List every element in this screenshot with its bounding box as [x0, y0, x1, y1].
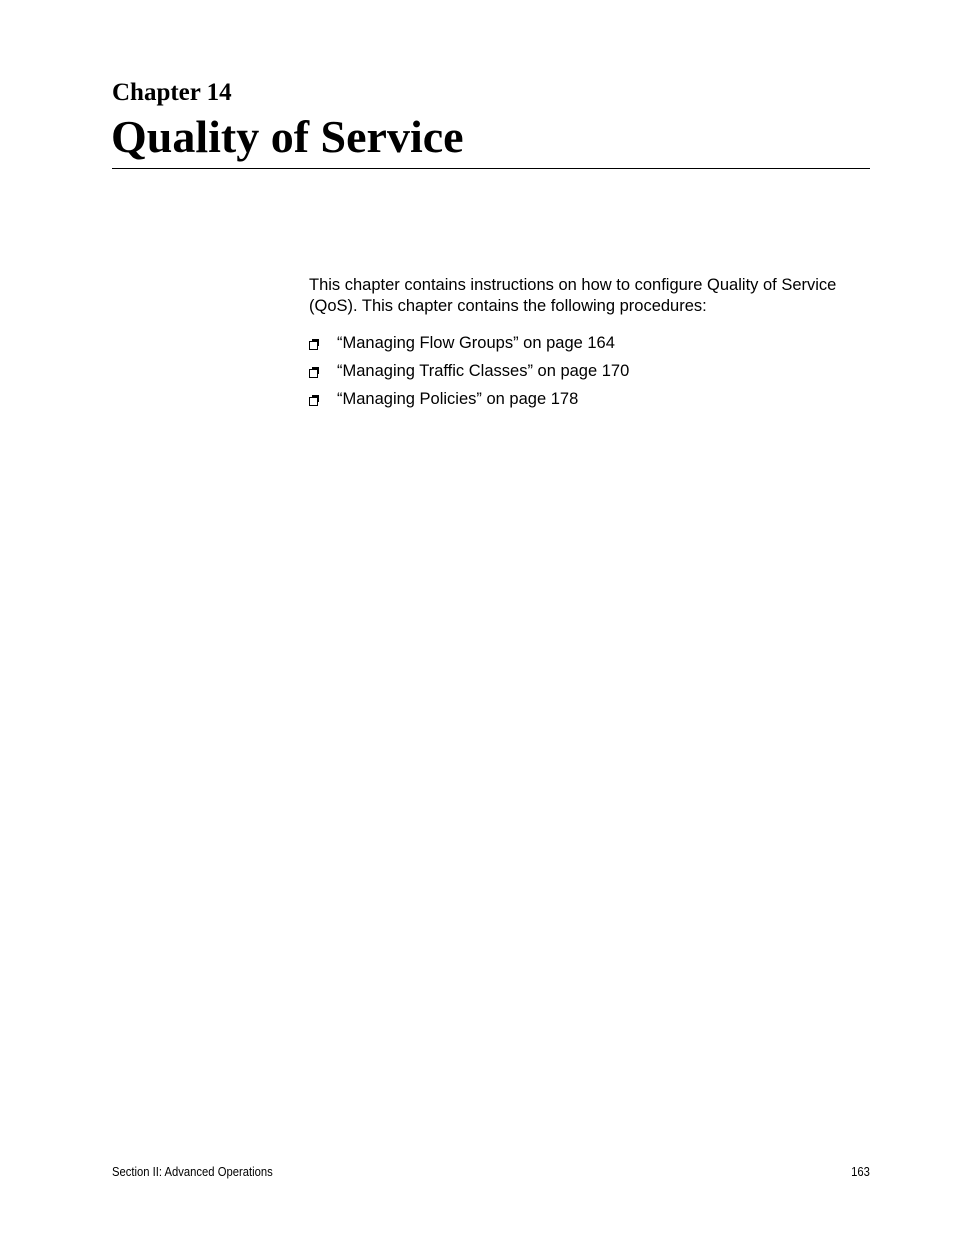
- footer-section-name: Section II: Advanced Operations: [112, 1165, 273, 1179]
- intro-paragraph: This chapter contains instructions on how to configure Quality of Service (QoS). This chapter contains the following procedures:: [309, 276, 837, 315]
- procedure-list: [309, 333, 869, 417]
- procedure-link-flow-groups[interactable]: “Managing Flow Groups” on page 164: [337, 334, 615, 352]
- procedure-link-policies[interactable]: “Managing Policies” on page 178: [337, 390, 579, 408]
- chapter-label: Chapter 14: [112, 79, 232, 106]
- list-item: [309, 389, 869, 417]
- checkbox-bullet-icon: [309, 339, 319, 349]
- checkbox-bullet-icon: [309, 367, 319, 377]
- procedure-link-traffic-classes[interactable]: “Managing Traffic Classes” on page 170: [337, 362, 630, 380]
- chapter-title: Quality of Service: [111, 111, 464, 162]
- list-item: [309, 361, 869, 389]
- footer-page-number: 163: [851, 1165, 870, 1179]
- list-item: [309, 333, 869, 361]
- checkbox-bullet-icon: [309, 395, 319, 405]
- title-rule: [112, 168, 870, 169]
